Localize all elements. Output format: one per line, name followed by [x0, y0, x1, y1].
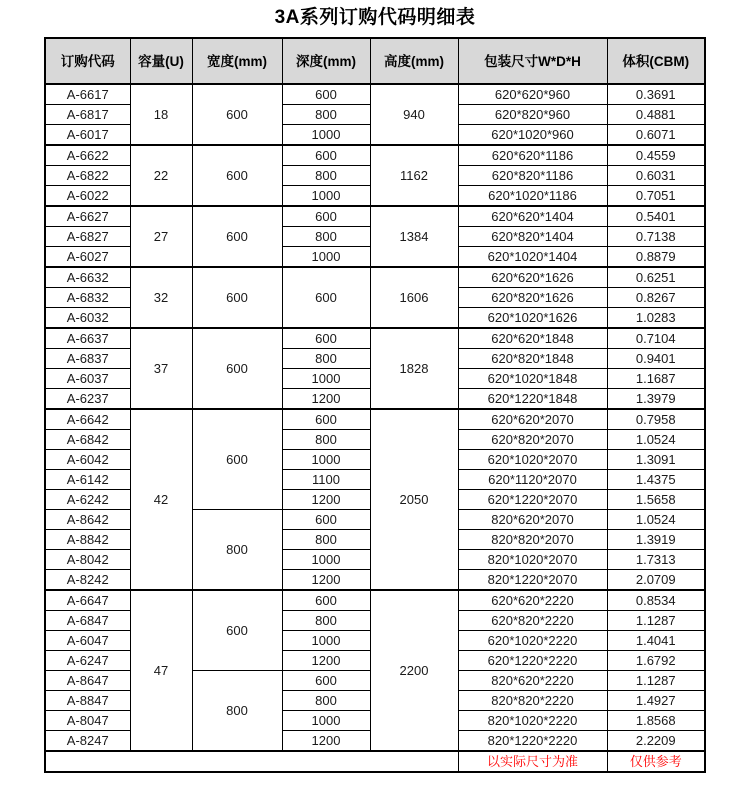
- cell: 37: [130, 328, 192, 409]
- cell: 800: [282, 166, 370, 186]
- cell: A-8642: [45, 510, 130, 530]
- cell: A-6627: [45, 206, 130, 227]
- cell: 620*620*1848: [458, 328, 607, 349]
- cell: 620*820*2070: [458, 430, 607, 450]
- cell: 42: [130, 409, 192, 590]
- cell: 820*620*2220: [458, 671, 607, 691]
- cell: 1000: [282, 450, 370, 470]
- cell: 620*620*2070: [458, 409, 607, 430]
- cell: A-8242: [45, 570, 130, 591]
- header-row: [45, 38, 705, 84]
- table-header: [45, 38, 705, 84]
- cell: 600: [192, 145, 282, 206]
- cell: 0.6071: [607, 125, 705, 146]
- footer-note-cell: 以实际尺寸为准: [458, 751, 607, 772]
- cell: 600: [192, 267, 282, 328]
- cell: 1.4375: [607, 470, 705, 490]
- cell: A-6832: [45, 288, 130, 308]
- cell: 2200: [370, 590, 458, 751]
- cell: 600: [282, 510, 370, 530]
- cell: A-6647: [45, 590, 130, 611]
- cell: 620*1220*2220: [458, 651, 607, 671]
- cell: A-6642: [45, 409, 130, 430]
- cell: 620*1020*2070: [458, 450, 607, 470]
- cell: 1606: [370, 267, 458, 328]
- table-row: [45, 267, 705, 288]
- cell: 1000: [282, 186, 370, 207]
- cell: A-8247: [45, 731, 130, 752]
- cell: 620*620*960: [458, 84, 607, 105]
- cell: 0.4881: [607, 105, 705, 125]
- cell: A-6837: [45, 349, 130, 369]
- cell: 800: [282, 611, 370, 631]
- cell: 800: [282, 227, 370, 247]
- cell: 1.3091: [607, 450, 705, 470]
- cell: 600: [192, 206, 282, 267]
- cell: 1.1687: [607, 369, 705, 389]
- cell: 18: [130, 84, 192, 145]
- cell: 600: [282, 267, 370, 328]
- order-code-table: [44, 37, 706, 773]
- cell: 620*1020*2220: [458, 631, 607, 651]
- cell: A-8647: [45, 671, 130, 691]
- cell: A-6247: [45, 651, 130, 671]
- cell: A-6032: [45, 308, 130, 329]
- cell: 620*1220*2070: [458, 490, 607, 510]
- cell: 620*1020*1404: [458, 247, 607, 268]
- table-row: [45, 409, 705, 430]
- cell: 600: [192, 84, 282, 145]
- cell: 620*1020*1848: [458, 369, 607, 389]
- cell: 1200: [282, 731, 370, 752]
- cell: 600: [192, 328, 282, 409]
- cell: 32: [130, 267, 192, 328]
- cell: 940: [370, 84, 458, 145]
- cell: A-6622: [45, 145, 130, 166]
- cell: 620*1220*1848: [458, 389, 607, 410]
- cell: A-6242: [45, 490, 130, 510]
- cell: 620*820*960: [458, 105, 607, 125]
- table-body: [45, 84, 705, 772]
- table-row: [45, 206, 705, 227]
- cell: A-6637: [45, 328, 130, 349]
- cell: 0.3691: [607, 84, 705, 105]
- cell: 620*620*1186: [458, 145, 607, 166]
- cell: 800: [282, 691, 370, 711]
- cell: 820*820*2070: [458, 530, 607, 550]
- cell: A-6042: [45, 450, 130, 470]
- cell: 800: [282, 349, 370, 369]
- cell: 620*820*1186: [458, 166, 607, 186]
- cell: 27: [130, 206, 192, 267]
- cell: A-8847: [45, 691, 130, 711]
- cell: 620*820*1404: [458, 227, 607, 247]
- cell: A-8042: [45, 550, 130, 570]
- column-header: 高度(mm): [370, 38, 458, 84]
- cell: 1.6792: [607, 651, 705, 671]
- cell: 1.5658: [607, 490, 705, 510]
- cell: 820*1020*2220: [458, 711, 607, 731]
- cell: 1200: [282, 490, 370, 510]
- cell: 1000: [282, 550, 370, 570]
- cell: 800: [192, 510, 282, 591]
- cell: A-6827: [45, 227, 130, 247]
- cell: 820*1220*2070: [458, 570, 607, 591]
- cell: A-6237: [45, 389, 130, 410]
- table-row: [45, 145, 705, 166]
- cell: 600: [282, 206, 370, 227]
- column-header: 深度(mm): [282, 38, 370, 84]
- cell: 1.0524: [607, 510, 705, 530]
- cell: 0.7138: [607, 227, 705, 247]
- cell: 1.0283: [607, 308, 705, 329]
- cell: 620*820*1626: [458, 288, 607, 308]
- column-header: 体积(CBM): [607, 38, 705, 84]
- cell: 1000: [282, 711, 370, 731]
- cell: 620*1020*1626: [458, 308, 607, 329]
- cell: 1.3919: [607, 530, 705, 550]
- cell: 600: [192, 590, 282, 671]
- cell: A-6022: [45, 186, 130, 207]
- cell: 2050: [370, 409, 458, 590]
- cell: 600: [282, 671, 370, 691]
- cell: 1.1287: [607, 671, 705, 691]
- cell: 1100: [282, 470, 370, 490]
- cell: A-6142: [45, 470, 130, 490]
- cell: 1200: [282, 389, 370, 410]
- cell: 0.7958: [607, 409, 705, 430]
- cell: A-6822: [45, 166, 130, 186]
- footer-note-cell: [45, 751, 458, 772]
- cell: 0.6251: [607, 267, 705, 288]
- cell: 800: [282, 430, 370, 450]
- cell: 1384: [370, 206, 458, 267]
- table-row: [45, 590, 705, 611]
- cell: 820*820*2220: [458, 691, 607, 711]
- cell: 0.7104: [607, 328, 705, 349]
- cell: 1.1287: [607, 611, 705, 631]
- cell: 1200: [282, 570, 370, 591]
- cell: 1.7313: [607, 550, 705, 570]
- cell: A-6037: [45, 369, 130, 389]
- cell: 1.4041: [607, 631, 705, 651]
- cell: 0.4559: [607, 145, 705, 166]
- cell: A-6847: [45, 611, 130, 631]
- cell: 0.5401: [607, 206, 705, 227]
- cell: A-6047: [45, 631, 130, 651]
- cell: 1200: [282, 651, 370, 671]
- cell: 0.8267: [607, 288, 705, 308]
- cell: 0.9401: [607, 349, 705, 369]
- cell: 820*1220*2220: [458, 731, 607, 752]
- footer-row: [45, 751, 705, 772]
- cell: 1828: [370, 328, 458, 409]
- cell: 800: [282, 530, 370, 550]
- cell: 620*1020*1186: [458, 186, 607, 207]
- cell: 620*620*2220: [458, 590, 607, 611]
- cell: 600: [192, 409, 282, 510]
- cell: 800: [282, 105, 370, 125]
- cell: 1000: [282, 369, 370, 389]
- column-header: 订购代码: [45, 38, 130, 84]
- cell: A-8842: [45, 530, 130, 550]
- cell: 47: [130, 590, 192, 751]
- table-row: [45, 84, 705, 105]
- cell: 600: [282, 328, 370, 349]
- cell: 0.7051: [607, 186, 705, 207]
- cell: 1.8568: [607, 711, 705, 731]
- cell: 620*1020*960: [458, 125, 607, 146]
- cell: 600: [282, 145, 370, 166]
- cell: 620*620*1626: [458, 267, 607, 288]
- column-header: 宽度(mm): [192, 38, 282, 84]
- cell: A-6017: [45, 125, 130, 146]
- column-header: 容量(U): [130, 38, 192, 84]
- cell: 2.0709: [607, 570, 705, 591]
- cell: 1.3979: [607, 389, 705, 410]
- cell: 0.8879: [607, 247, 705, 268]
- cell: 620*820*1848: [458, 349, 607, 369]
- cell: A-6617: [45, 84, 130, 105]
- cell: A-6027: [45, 247, 130, 268]
- cell: 1.4927: [607, 691, 705, 711]
- cell: 600: [282, 409, 370, 430]
- page-title: 3A系列订购代码明细表: [274, 7, 476, 28]
- cell: 22: [130, 145, 192, 206]
- cell: 600: [282, 84, 370, 105]
- cell: 1000: [282, 631, 370, 651]
- column-header: 包装尺寸W*D*H: [458, 38, 607, 84]
- cell: 0.8534: [607, 590, 705, 611]
- cell: A-6842: [45, 430, 130, 450]
- cell: 620*820*2220: [458, 611, 607, 631]
- cell: 1000: [282, 125, 370, 146]
- cell: 820*1020*2070: [458, 550, 607, 570]
- cell: 0.6031: [607, 166, 705, 186]
- footer-note-cell: 仅供参考: [607, 751, 705, 772]
- cell: 820*620*2070: [458, 510, 607, 530]
- cell: A-6817: [45, 105, 130, 125]
- table-row: [45, 328, 705, 349]
- cell: 1.0524: [607, 430, 705, 450]
- cell: 1162: [370, 145, 458, 206]
- cell: 2.2209: [607, 731, 705, 752]
- cell: A-6632: [45, 267, 130, 288]
- cell: 620*620*1404: [458, 206, 607, 227]
- cell: A-8047: [45, 711, 130, 731]
- cell: 800: [192, 671, 282, 752]
- cell: 620*1120*2070: [458, 470, 607, 490]
- cell: 600: [282, 590, 370, 611]
- cell: 1000: [282, 247, 370, 268]
